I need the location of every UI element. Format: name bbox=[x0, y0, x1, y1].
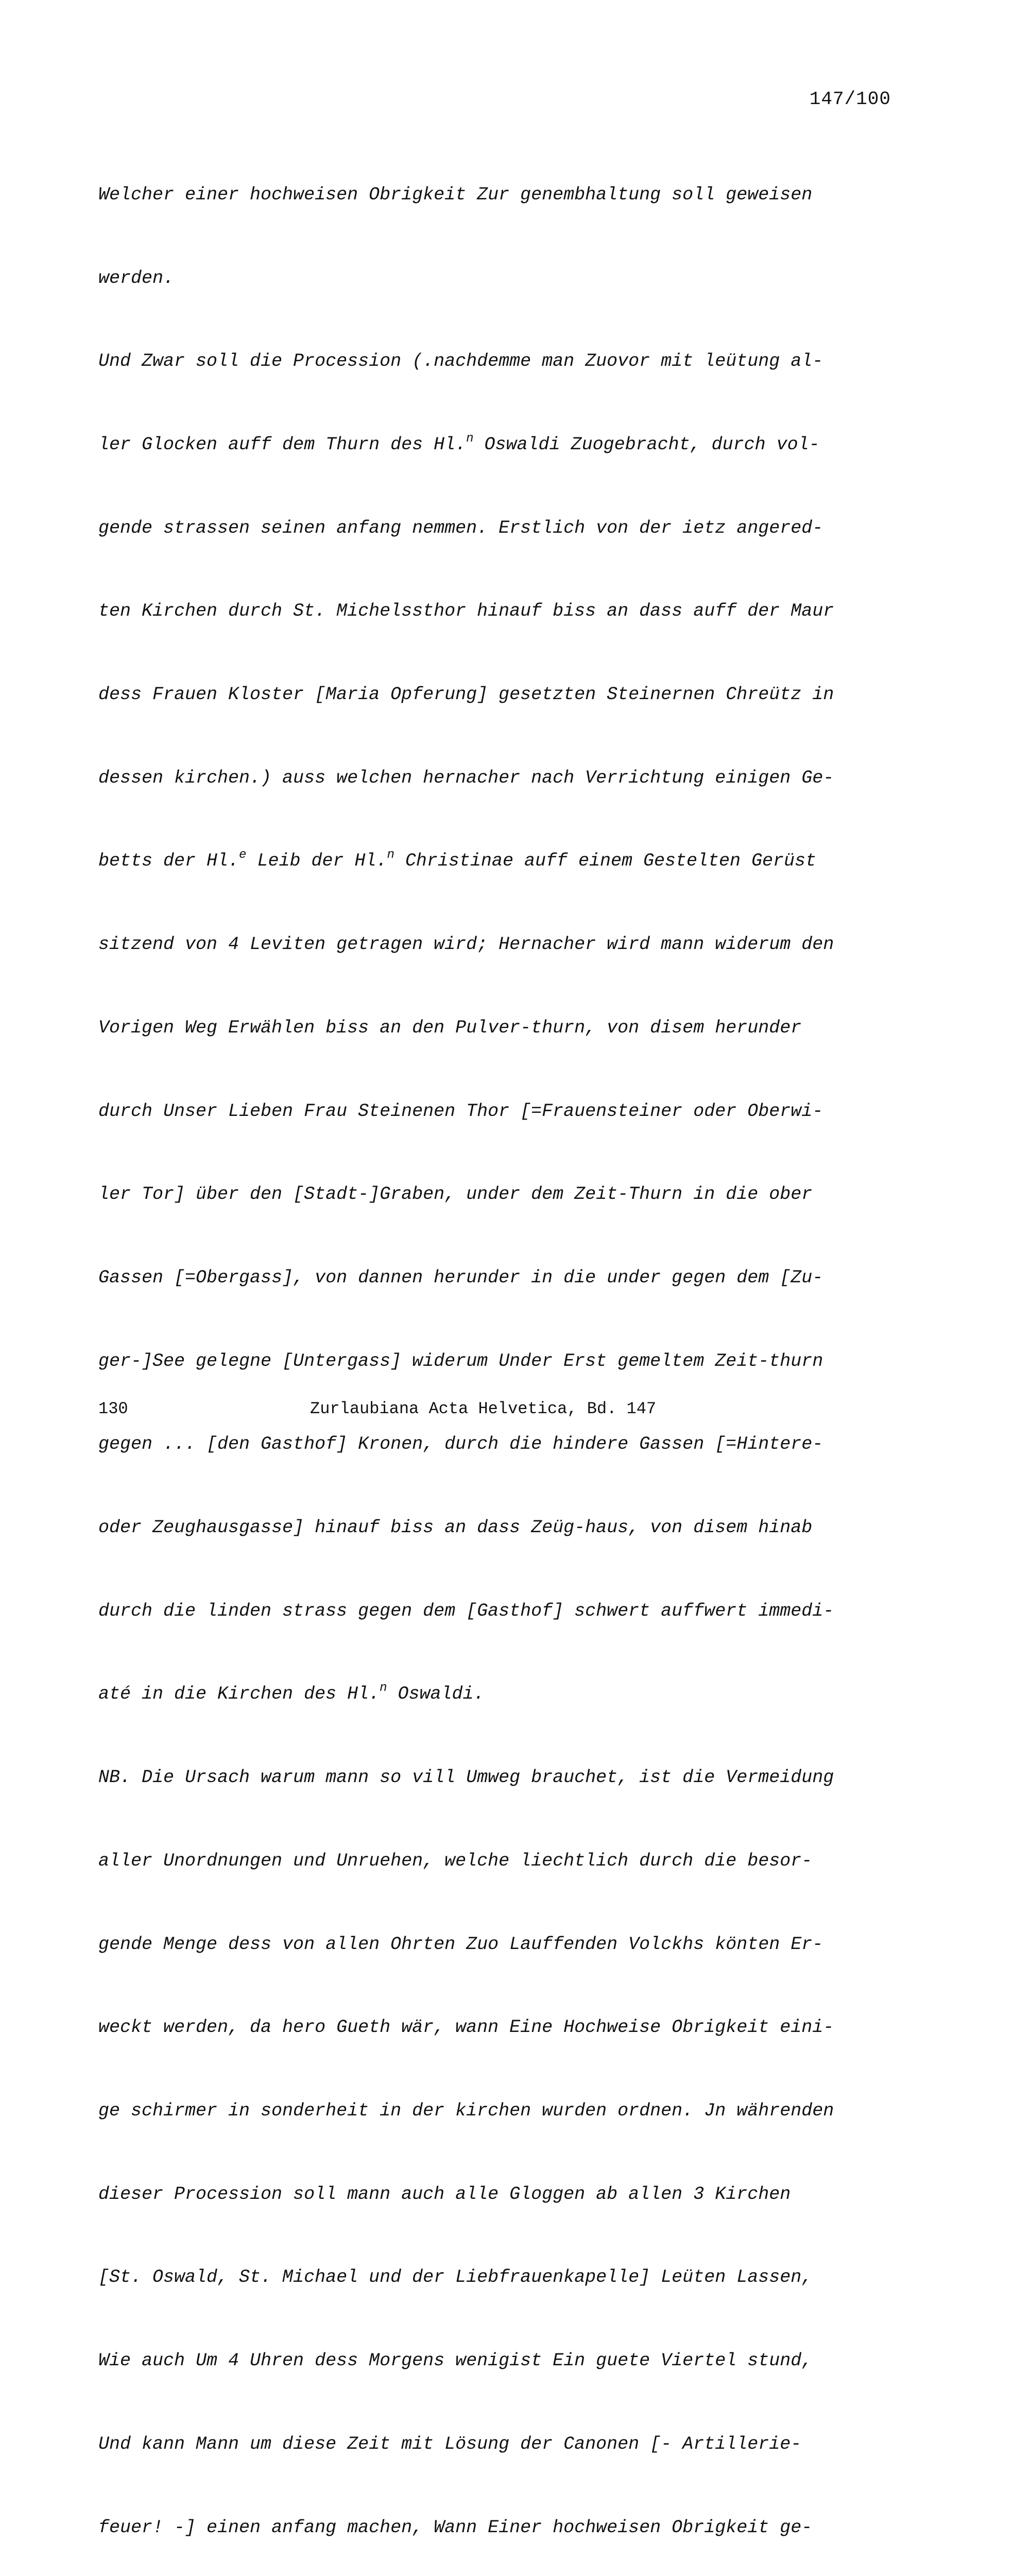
text-line: ger-]See gelegne [Untergass] widerum Under Erst gemeltem Zeit-thurn bbox=[98, 1350, 823, 1371]
text-fragment: Oswaldi. bbox=[387, 1684, 485, 1705]
text-line bbox=[98, 431, 902, 459]
text-line: weckt werden, da hero Gueth wär, wann Eine Hochweise Obrigkeit eini- bbox=[98, 2017, 834, 2038]
text-line: durch die linden strass gegen dem [Gasthof] schwert auffwert immedi- bbox=[98, 1600, 834, 1621]
text-line: [St. Oswald, St. Michael und der Liebfrauenkapelle] Leüten Lassen, bbox=[98, 2267, 813, 2288]
text-line bbox=[98, 1681, 902, 1708]
text-fragment: Christinae auff einem Gestelten Gerüst bbox=[394, 851, 817, 872]
text-line: sitzend von 4 Leviten getragen wird; Hernacher wird mann widerum den bbox=[98, 934, 834, 955]
text-line: feuer! -] einen anfang machen, Wann Einer hochweisen Obrigkeit ge- bbox=[98, 2517, 813, 2538]
text-line: ge schirmer in sonderheit in der kirchen wurden ordnen. Jn währenden bbox=[98, 2100, 834, 2121]
superscript: n bbox=[380, 1681, 387, 1696]
text-fragment: ler Glocken auff dem Thurn des Hl. bbox=[98, 434, 467, 455]
footer-page-number: 130 bbox=[98, 1399, 128, 1418]
text-line: oder Zeughausgasse] hinauf biss an dass Zeüg-haus, von disem hinab bbox=[98, 1517, 813, 1538]
text-line: Und Zwar soll die Procession (.nachdemme man Zuovor mit leütung al- bbox=[98, 351, 823, 372]
text-line: durch Unser Lieben Frau Steinenen Thor [=Frauensteiner oder Oberwi- bbox=[98, 1100, 823, 1122]
text-line: Welcher einer hochweisen Obrigkeit Zur genembhaltung soll geweisen bbox=[98, 184, 813, 205]
footer-journal-title: Zurlaubiana Acta Helvetica, Bd. 147 bbox=[310, 1399, 657, 1418]
text-line: dess Frauen Kloster [Maria Opferung] gesetzten Steinernen Chreütz in bbox=[98, 684, 834, 705]
text-line: werden. bbox=[98, 267, 175, 289]
superscript: n bbox=[466, 431, 474, 446]
text-line: Und kann Mann um diese Zeit mit Lösung der Canonen [- Artillerie- bbox=[98, 2433, 802, 2454]
text-line: dessen kirchen.) auss welchen hernacher nach Verrichtung einigen Ge- bbox=[98, 767, 834, 788]
text-line: ten Kirchen durch St. Michelssthor hinauf biss an dass auff der Maur bbox=[98, 601, 834, 622]
text-line: ler Tor] über den [Stadt-]Graben, under dem Zeit-Thurn in die ober bbox=[98, 1184, 813, 1205]
superscript: n bbox=[387, 848, 394, 862]
text-fragment: betts der Hl. bbox=[98, 851, 239, 872]
text-line: Wie auch Um 4 Uhren dess Morgens wenigist Ein guete Viertel stund, bbox=[98, 2350, 813, 2371]
text-line: gegen ... [den Gasthof] Kronen, durch die hindere Gassen [=Hintere- bbox=[98, 1434, 823, 1455]
text-fragment: Leib der Hl. bbox=[246, 851, 387, 872]
text-line bbox=[98, 848, 902, 875]
text-line: gende Menge dess von allen Ohrten Zuo Lauffenden Volckhs könten Er- bbox=[98, 1934, 823, 1955]
text-fragment: Oswaldi Zuogebracht, durch vol- bbox=[473, 434, 820, 455]
body-text bbox=[98, 126, 902, 2576]
text-fragment: até in die Kirchen des Hl. bbox=[98, 1684, 380, 1705]
text-line: Gassen [=Obergass], von dannen herunder in die under gegen dem [Zu- bbox=[98, 1267, 823, 1288]
superscript: e bbox=[239, 848, 247, 862]
text-line: dieser Procession soll mann auch alle Gloggen ab allen 3 Kirchen bbox=[98, 2183, 791, 2205]
text-line: gende strassen seinen anfang nemmen. Erstlich von der ietz angered- bbox=[98, 517, 823, 538]
text-line: NB. Die Ursach warum mann so vill Umweg brauchet, ist die Vermeidung bbox=[98, 1767, 834, 1788]
text-line: aller Unordnungen und Unruehen, welche liechtlich durch die besor- bbox=[98, 1850, 813, 1871]
header-page-reference: 147/100 bbox=[809, 89, 891, 110]
text-line: Vorigen Weg Erwählen biss an den Pulver-thurn, von disem herunder bbox=[98, 1017, 802, 1038]
